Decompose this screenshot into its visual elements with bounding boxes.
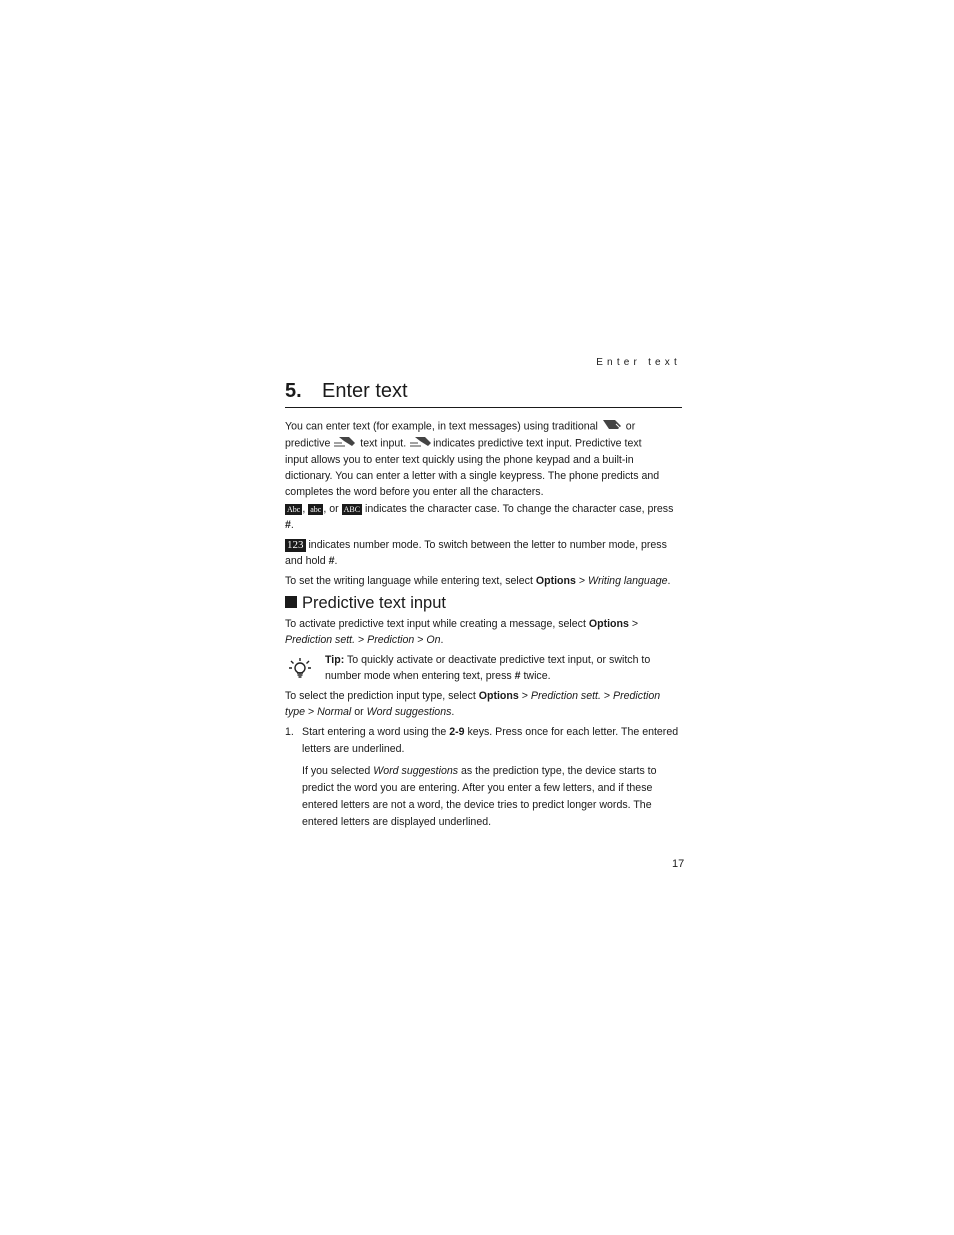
chapter-title [285,378,682,408]
intro-text: . [667,575,671,587]
hash-key: # [328,555,335,567]
chapter-number: 5. [285,380,302,402]
predictive-text-icon [333,435,357,452]
step-text: entered letters are not a word, the device tries to predict longer words. The [302,799,652,811]
number-keys-label: 2-9 [449,726,465,738]
tip-paragraph [325,652,685,684]
section-paragraph-1 [285,616,685,648]
chapter-title-text: Enter text [322,380,408,402]
tip-text: number mode when entering text, press [325,670,512,682]
intro-paragraph-3 [285,537,685,569]
intro-text: indicates the character case. To change the character case, press [365,503,674,515]
intro-text: . [290,519,294,531]
section-paragraph-2 [285,688,685,720]
intro-text: To set the writing language while entering text, select [285,575,533,587]
tip-text: twice. [523,670,551,682]
intro-text: completes the word before you enter all the characters. [285,486,544,498]
on-label: On [426,634,441,646]
section-text: . [451,706,455,718]
page-number: 17 [672,858,685,870]
intro-paragraph-2 [285,501,685,533]
intro-text: dictionary. You can enter a letter with a single keypress. The phone predicts and [285,470,660,482]
intro-text: , [302,503,306,515]
intro-text: indicates number mode. To switch between the letter to number mode, press [308,539,667,551]
running-header: Enter text [596,357,681,368]
intro-paragraph-1 [285,418,685,500]
prediction-label: Prediction [367,634,415,646]
tip-label: Tip: [325,654,345,666]
predictive-text-icon [409,435,433,452]
step-1-text [302,724,687,758]
lower-case-icon: abc [310,504,322,514]
upper-case-icon: ABC [343,504,361,514]
menu-separator: > [417,634,424,646]
hash-key: # [285,519,291,531]
section-text: To activate predictive text input while creating a message, select [285,618,586,630]
prediction-settings-label: Prediction sett. [530,690,601,702]
menu-separator: > [307,706,315,718]
tip-lightbulb-icon [287,656,313,687]
step-text: Start entering a word using the [302,726,447,738]
prediction-type-label: type [285,706,306,718]
intro-text: , or [323,503,339,515]
word-suggestions-label: Word suggestions [366,706,452,718]
hash-key: # [514,670,521,682]
options-label: Options [478,690,519,702]
section-text: or [354,706,364,718]
intro-text: text input. [360,437,407,450]
step-text: as the prediction type, the device starts to [461,765,657,777]
menu-separator: > [521,690,528,702]
section-heading [285,594,446,613]
menu-separator: > [578,575,586,587]
tip-text: To quickly activate or deactivate predictive text input, or switch to [347,654,651,666]
step-text: entered letters are displayed underlined. [302,816,492,828]
options-label: Options [535,575,576,587]
options-label: Options [588,618,629,630]
number-mode-icon: 123 [287,538,304,551]
section-text: To select the prediction input type, select [285,690,476,702]
step-text: If you selected [302,765,371,777]
step-number: 1. [285,726,294,738]
step-text: keys. Press once for each letter. The entered [467,726,679,738]
intro-text: indicates predictive text input. Predictive text [433,437,642,450]
intro-text: . [334,555,338,567]
intro-text: or [625,420,636,433]
menu-separator: > [631,618,639,630]
menu-separator: > [603,690,611,702]
normal-label: Normal [317,706,352,718]
intro-text: input allows you to enter text quickly using the phone keypad and a built-in [285,454,634,466]
section-title-text: Predictive text input [302,594,446,612]
section-bullet-icon [285,596,297,608]
word-suggestions-label: Word suggestions [373,765,459,777]
intro-text: and hold [285,555,326,567]
traditional-text-icon [601,418,623,435]
intro-text: You can enter text (for example, in text messages) using traditional [285,420,598,433]
prediction-type-label: Prediction [613,690,661,702]
menu-separator: > [358,634,365,646]
section-text: . [440,634,444,646]
intro-paragraph-4 [285,573,685,589]
step-1-detail [302,763,687,831]
sentence-case-icon: Abc [287,504,301,514]
intro-text: predictive [285,437,331,450]
step-text: predict the word you are entering. After you enter a few letters, and if these [302,782,653,794]
writing-language-label: Writing language [588,575,668,587]
prediction-settings-label: Prediction sett. [285,634,356,646]
step-text: letters are underlined. [302,743,405,755]
